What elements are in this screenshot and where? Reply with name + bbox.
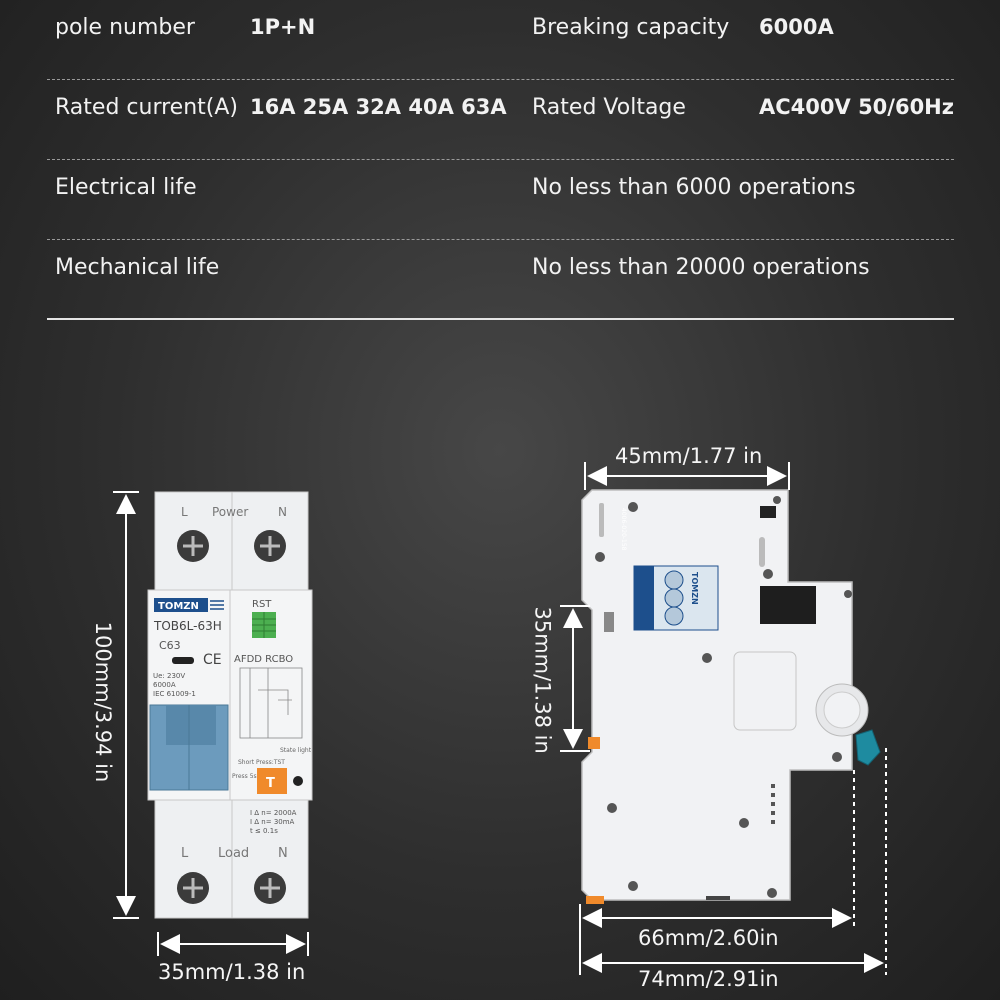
side-rail-height-label: 35mm/1.38 in bbox=[530, 606, 555, 754]
side-depth-label-66: 66mm/2.60in bbox=[638, 926, 779, 950]
brand-text: TOMZN bbox=[158, 601, 199, 612]
front-width-label: 35mm/1.38 in bbox=[158, 960, 306, 984]
spec-label: Rated current(A) bbox=[55, 95, 238, 120]
top-label-power: Power bbox=[212, 505, 249, 519]
front-view-device bbox=[148, 492, 312, 918]
spec-label: Mechanical life bbox=[55, 255, 220, 280]
bottom-label-l: L bbox=[181, 846, 189, 861]
spec-value: 6000A bbox=[759, 15, 834, 39]
rst-label: RST bbox=[252, 599, 272, 610]
side-window bbox=[760, 586, 816, 624]
front-height-label: 100mm/3.94 in bbox=[91, 621, 115, 783]
rated-line: t ≤ 0.1s bbox=[250, 827, 278, 835]
spec-line: 6000A bbox=[153, 681, 176, 689]
din-release-clip[interactable] bbox=[588, 737, 600, 749]
bottom-label-n: N bbox=[278, 846, 288, 861]
press-5s-label: Press 5s bbox=[232, 773, 257, 780]
din-release-clip[interactable] bbox=[586, 896, 604, 904]
rated-line: I Δ n= 30mA bbox=[250, 818, 295, 826]
side-depth-label-74: 74mm/2.91in bbox=[638, 967, 779, 991]
spec-label: Breaking capacity bbox=[532, 15, 730, 40]
afdd-label: AFDD RCBO bbox=[234, 654, 294, 665]
model-text: TOB6L-63H bbox=[154, 619, 222, 633]
short-press-label: Short Press:TST bbox=[238, 759, 285, 766]
status-window bbox=[172, 657, 194, 664]
spec-line: Ue: 230V bbox=[153, 672, 186, 680]
din-clip[interactable] bbox=[856, 730, 880, 765]
spec-value: No less than 6000 operations bbox=[532, 175, 856, 200]
spec-value: 16A 25A 32A 40A 63A bbox=[250, 95, 507, 119]
side-profile-body bbox=[582, 490, 852, 900]
sticker-brand: TOMZN bbox=[690, 572, 699, 605]
spec-value: 1P+N bbox=[250, 15, 316, 39]
spec-label: pole number bbox=[55, 15, 195, 40]
rating-text: C63 bbox=[159, 639, 181, 652]
side-top-width-label: 45mm/1.77 in bbox=[615, 444, 763, 468]
spec-line: IEC 61009-1 bbox=[153, 690, 196, 698]
side-view-device bbox=[582, 490, 880, 904]
state-light-icon bbox=[293, 776, 303, 786]
spec-value: No less than 20000 operations bbox=[532, 255, 870, 280]
top-label-n: N bbox=[278, 505, 287, 519]
bottom-label-load: Load bbox=[218, 846, 250, 861]
rated-line: I Δ n= 2000A bbox=[250, 809, 297, 817]
side-window bbox=[760, 506, 776, 518]
spec-value: AC400V 50/60Hz bbox=[759, 95, 954, 119]
top-label-l: L bbox=[181, 505, 188, 519]
state-light-label: State light bbox=[280, 747, 312, 754]
sticker-code: 4006-020-158 bbox=[620, 508, 627, 551]
ce-mark: CE bbox=[203, 652, 222, 668]
spec-label: Electrical life bbox=[55, 175, 197, 200]
test-button-label: T bbox=[266, 776, 275, 791]
spec-label: Rated Voltage bbox=[532, 95, 686, 120]
